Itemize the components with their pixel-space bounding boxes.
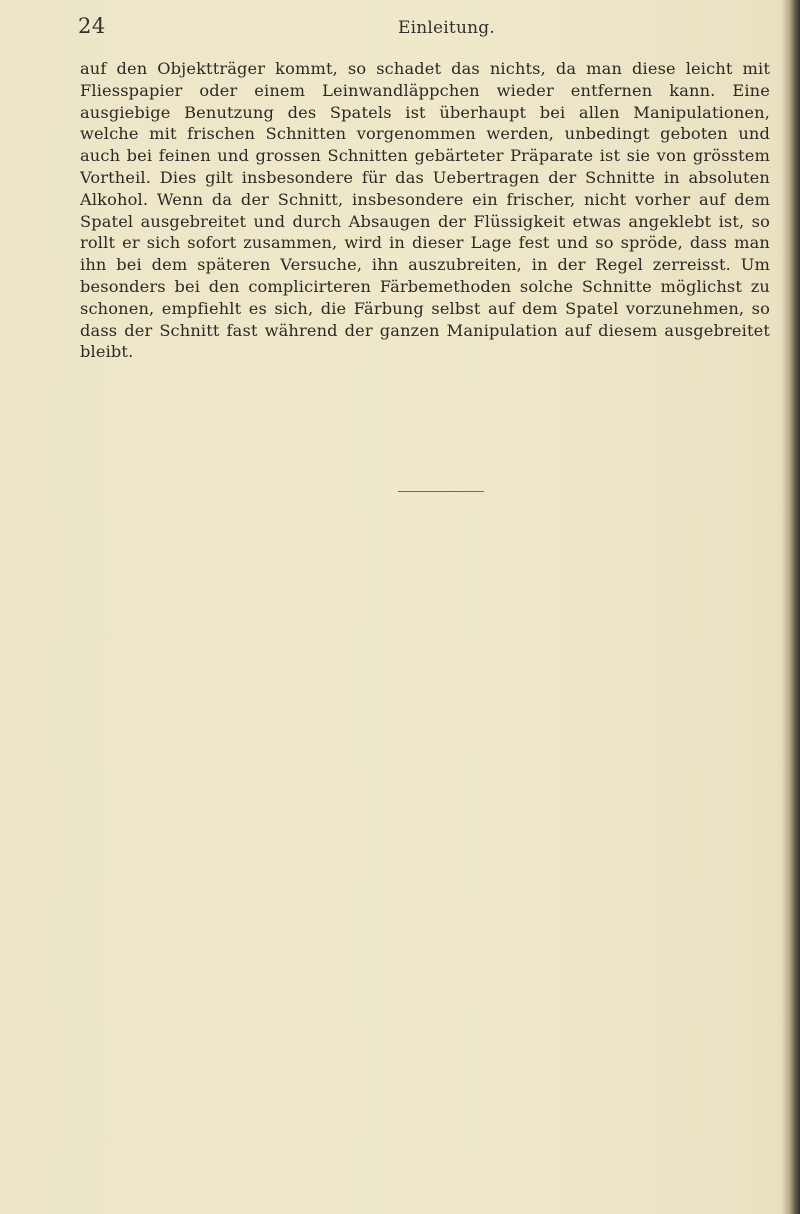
page-header bbox=[0, 14, 800, 44]
book-spine-shadow bbox=[782, 0, 800, 1214]
section-divider bbox=[398, 491, 484, 492]
body-text bbox=[80, 58, 770, 363]
running-title: Einleitung. bbox=[398, 18, 495, 38]
page-number: 24 bbox=[78, 14, 106, 38]
paragraph: auf den Objektträger kommt, so schadet das nichts, da man diese leicht mit Fliesspapier oder einem Leinwandläppchen wieder entfernen kann. Eine ausgiebige Benutzung des Spatels ist überhaupt bei allen Manipulationen, welche mit frischen Schnitten vorgenommen werden, unbedingt geboten und auch bei feinen und grossen Schnitten gebärteter Präparate ist sie von grösstem Vortheil. Dies gilt insbesondere für das Uebertragen der Schnitte in absoluten Alkohol. Wenn da der Schnitt, insbesondere ein frischer, nicht vorher auf dem Spatel ausgebreitet und durch Absaugen der Flüssigkeit etwas angeklebt ist, so rollt er sich sofort zusammen, wird in dieser Lage fest und so spröde, dass man ihn bei dem späteren Versuche, ihn auszubreiten, in der Regel zerreisst. Um besonders bei den complicirteren Färbemethoden solche Schnitte möglichst zu schonen, empfiehlt es sich, die Färbung selbst auf dem Spatel vorzunehmen, so dass der Schnitt fast während der ganzen Manipulation auf diesem ausgebreitet bleibt. bbox=[80, 59, 770, 362]
